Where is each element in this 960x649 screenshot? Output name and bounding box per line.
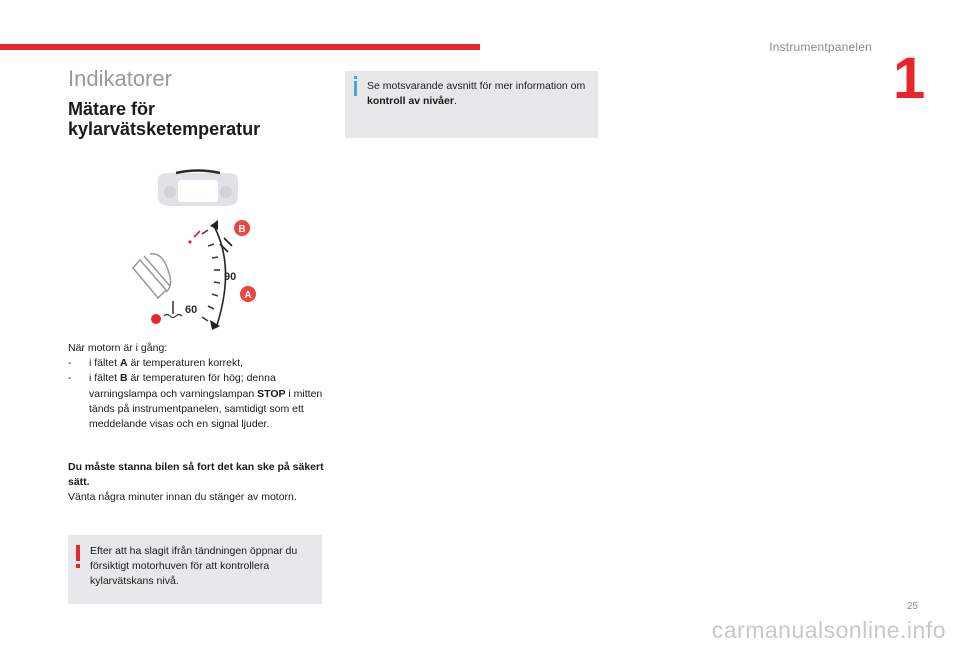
gauge-illustration bbox=[128, 168, 268, 338]
red-warning-dot bbox=[151, 314, 161, 324]
list-item-b bbox=[68, 371, 326, 432]
info-bold-text: kontroll av nivåer bbox=[367, 95, 454, 107]
tick-label-60: 60 bbox=[185, 304, 198, 316]
chapter-color-bar bbox=[0, 44, 480, 50]
warning-text: Vänta några minuter innan du stänger av motorn. bbox=[68, 491, 297, 503]
warning-title: Du måste stanna bilen så fort det kan ske på säkert sätt. bbox=[68, 461, 324, 489]
exclamation-icon bbox=[76, 545, 80, 561]
temperature-gauge-figure bbox=[128, 168, 268, 338]
list-bold: STOP bbox=[257, 387, 286, 400]
alert-note bbox=[68, 535, 322, 604]
alert-text: Efter att ha slagit ifrån tändningen öppnar du försiktigt motorhuven för att kontrollera kylarvätskans nivå. bbox=[90, 545, 298, 588]
callout-b-label: B bbox=[238, 224, 246, 235]
body-text bbox=[68, 341, 326, 432]
page-number: 25 bbox=[906, 601, 918, 612]
chapter-number: 1 bbox=[893, 46, 926, 111]
info-text: Se motsvarande avsnitt för mer information om bbox=[367, 80, 586, 92]
coolant-symbol-icon bbox=[164, 301, 182, 318]
engine-temp-icon bbox=[133, 254, 171, 298]
section-title: Indikatorer bbox=[68, 66, 172, 91]
list-bold: B bbox=[119, 372, 128, 385]
list-dash: - bbox=[68, 372, 72, 385]
list-text: i fältet bbox=[89, 357, 120, 370]
info-note bbox=[345, 71, 598, 138]
dashboard-icon bbox=[158, 171, 238, 207]
list-item-a bbox=[68, 356, 326, 371]
list-dash: - bbox=[68, 357, 72, 370]
info-text-end: . bbox=[453, 95, 457, 107]
arc-arrow-top bbox=[210, 220, 218, 230]
info-icon bbox=[354, 81, 357, 96]
zone-separator bbox=[220, 238, 232, 252]
watermark: carmanualsonline.info bbox=[711, 617, 946, 643]
tick-label-90: 90 bbox=[224, 271, 237, 283]
red-zone-ticks bbox=[188, 231, 200, 244]
list-text: är temperaturen korrekt, bbox=[127, 357, 244, 370]
list-text: i fältet bbox=[89, 372, 120, 385]
callout-a-label: A bbox=[244, 290, 252, 301]
list-text: är temperaturen för hög; denna varningslampa och varningslampan bbox=[89, 372, 276, 400]
list-text: i mitten tänds på instrumentpanelen, samtidigt som ett meddelande visas och en signal ljuder. bbox=[89, 387, 323, 431]
gauge-ticks bbox=[202, 230, 220, 321]
intro-text: När motorn är i gång: bbox=[68, 342, 168, 354]
subsection-title: Mätare för kylarvätsketemperatur bbox=[68, 99, 261, 139]
list-bold: A bbox=[119, 357, 128, 370]
chapter-title: Instrumentpanelen bbox=[769, 40, 872, 54]
